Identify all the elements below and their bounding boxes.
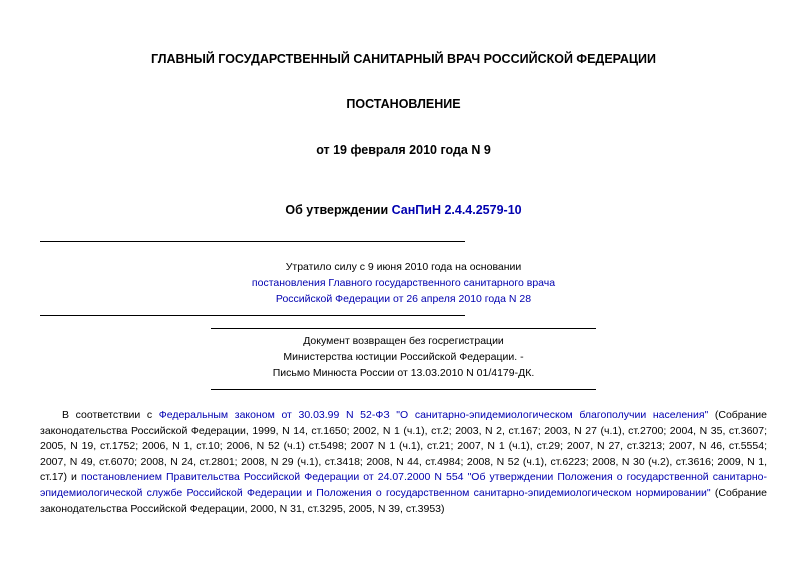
divider (211, 328, 596, 329)
document-date-number: от 19 февраля 2010 года N 9 (316, 143, 491, 157)
body-paragraph (40, 408, 767, 517)
issuing-authority: ГЛАВНЫЙ ГОСУДАРСТВЕННЫЙ САНИТАРНЫЙ ВРАЧ РОССИЙСКОЙ ФЕДЕРАЦИИ (150, 52, 657, 66)
government-decree-link[interactable]: постановлением Правительства Российской Федерации от 24.07.2000 N 554 "Об утверждении Положения о государственной санитарно-эпидемиологической службе Российской Федерации и Положения о государственном санитарно-эпидемиологическом нормировании" (40, 471, 767, 499)
invalidation-line: Утратило силу с 9 июня 2010 года на основании (285, 261, 522, 273)
sanpin-link[interactable]: СанПиН 2.4.4.2579-10 (391, 203, 522, 217)
invalidation-link-line-1[interactable]: постановления Главного государственного санитарного врача (251, 277, 556, 289)
document-type: ПОСТАНОВЛЕНИЕ (346, 97, 461, 111)
body-text: (Собрание законодательства Российской Федерации, 1999, N 14, ст.1650; 2002, N 1 (ч.1), ст.2; 2003, N 2, ст.167; 2003, N 27 (ч.1), ст.2700; 2004, N 35, ст.3607; 2005, N 19, ст.1752; 2006, N 1, ст.10; 2006, N 52 (ч.1) ст.5498; 2007 N 1 (ч.1), ст.21; 2007, N 1 (ч.1), ст.29; 2007, N 27, ст.3213; 2007, N 46, ст.5554; 2007, N 49, ст.6070; 2008, N 24, ст.2801; 2008, N 29 (ч.1), ст.3418; 2008, N 44, ст.4984; 2008, N 52 (ч.1), ст.6223; 2008, N 30 (ч.2), ст.3616; 2009, N 1, ст.17) и (40, 409, 767, 484)
divider (40, 315, 465, 316)
document-title (0, 203, 807, 217)
registration-note-line-1: Документ возвращен без госрегистрации (303, 335, 504, 347)
title-prefix: Об утверждении (285, 203, 392, 217)
divider (211, 389, 596, 390)
registration-note-line-2: Министерства юстиции Российской Федерации. - (283, 351, 524, 363)
body-text: (Собрание законодательства Российской Федерации, 2000, N 31, ст.3295, 2005, N 39, ст.3953) (40, 486, 767, 515)
registration-note-line-3: Письмо Минюста России от 13.03.2010 N 01/4179-ДК. (272, 367, 535, 379)
body-text: В соответствии с (62, 409, 159, 421)
federal-law-link[interactable]: Федеральным законом от 30.03.99 N 52-ФЗ "О санитарно-эпидемиологическом благополучии населения" (158, 409, 709, 421)
divider (40, 241, 465, 242)
invalidation-link-line-2[interactable]: Российской Федерации от 26 апреля 2010 года N 28 (275, 293, 532, 305)
